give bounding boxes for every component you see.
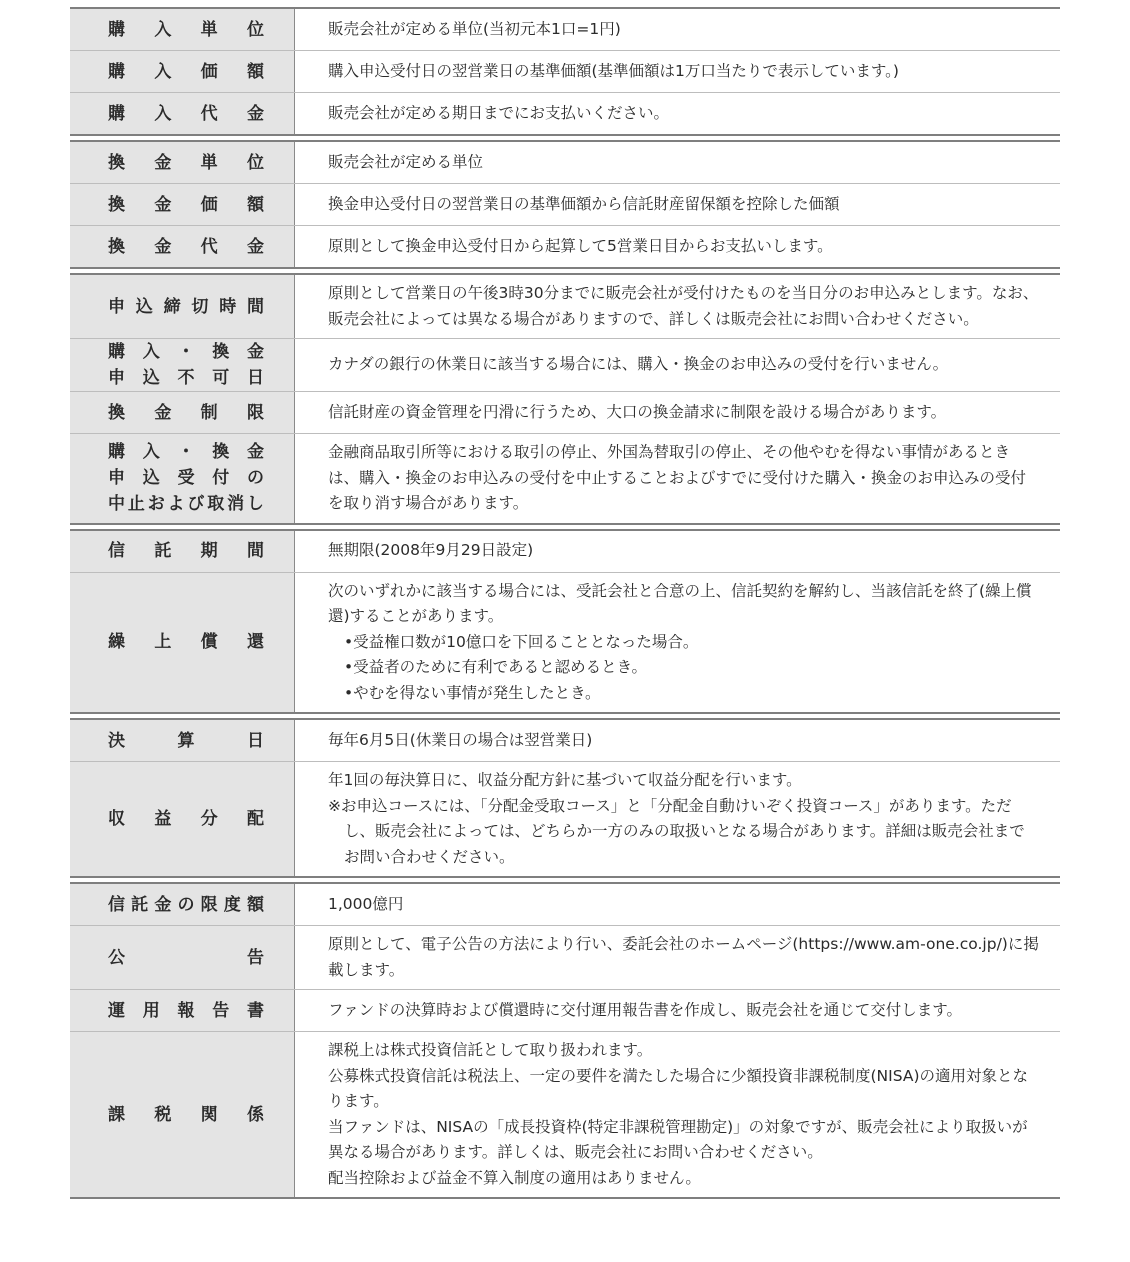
- row-value-text: •受益者のために有利であると認めるとき。: [344, 658, 648, 676]
- table-row: [70, 183, 1060, 225]
- row-label-cell: [70, 531, 295, 572]
- table-section: [70, 140, 1060, 269]
- row-value-cell: [295, 434, 1060, 523]
- row-label: 購 入 単 位: [108, 19, 264, 40]
- table-row: [70, 531, 1060, 572]
- row-value-cell: [295, 762, 1060, 876]
- row-value-text: カナダの銀行の休業日に該当する場合には、購入・換金のお申込みの受付を行いません。: [328, 355, 949, 374]
- row-value-cell: [295, 990, 1060, 1031]
- table-row: [70, 391, 1060, 433]
- row-label-cell: [70, 573, 295, 713]
- row-label: 購 入 価 額: [108, 61, 264, 82]
- row-value-cell: [295, 1032, 1060, 1197]
- row-value-text: 当ファンドは、NISAの「成長投資枠(特定非課税管理勘定)」の対象ですが、販売会社により取扱いが異なる場合があります。詳しくは、販売会社にお問い合わせください。: [328, 1117, 1028, 1161]
- fund-terms-table: [70, 7, 1060, 1199]
- row-value-text: 信託財産の資金管理を円滑に行うため、大口の換金請求に制限を設ける場合があります。: [328, 402, 947, 421]
- row-value-cell: [295, 142, 1060, 183]
- row-value-cell: [295, 392, 1060, 433]
- row-label-cell: [70, 720, 295, 761]
- table-row: [70, 884, 1060, 925]
- table-section: [70, 718, 1060, 878]
- row-label: 購 入 代 金: [108, 103, 264, 124]
- row-label: 換 金 価 額: [108, 194, 264, 215]
- row-value-text: 原則として営業日の午後3時30分までに販売会社が受付けたものを当日分のお申込みとします。なお、販売会社によっては異なる場合がありますので、詳しくは販売会社にお問い合わせください。: [328, 284, 1039, 328]
- row-value-text: 次のいずれかに該当する場合には、受託会社と合意の上、信託契約を解約し、当該信託を終了(繰上償還)することがあります。: [328, 581, 1032, 625]
- row-value-text: •やむを得ない事情が発生したとき。: [344, 683, 601, 702]
- row-value-cell: [295, 531, 1060, 572]
- table-row: [70, 1031, 1060, 1197]
- row-label-cell: [70, 275, 295, 338]
- row-label-cell: [70, 226, 295, 267]
- row-label: 信 託 金 の 限 度 額: [108, 894, 264, 915]
- row-label-cell: [70, 884, 295, 925]
- row-value-cell: [295, 884, 1060, 925]
- row-value-text: 毎年6月5日(休業日の場合は翌営業日): [328, 730, 593, 749]
- row-value-text: 課税上は株式投資信託として取り扱われます。: [328, 1041, 653, 1059]
- row-value-text: 金融商品取引所等における取引の停止、外国為替取引の停止、その他やむを得ない事情があるときは、購入・換金のお申込みの受付を中止することおよびすでに受付けた購入・換金のお申込みの受付を取り消す場合があります。: [328, 443, 1026, 512]
- row-value-cell: [295, 51, 1060, 92]
- row-value-cell: [295, 720, 1060, 761]
- row-value-text: 公募株式投資信託は税法上、一定の要件を満たした場合に少額投資非課税制度(NISA)の適用対象となります。: [328, 1066, 1028, 1110]
- row-label: 信 託 期 間: [108, 541, 264, 561]
- row-value-text: 無期限(2008年9月29日設定): [328, 541, 534, 560]
- table-row: [70, 572, 1060, 713]
- row-label: 中 止 お よ び 取 消 し: [108, 494, 264, 515]
- table-row: [70, 92, 1060, 134]
- row-label: 申 込 受 付 の: [108, 468, 264, 489]
- row-value-cell: [295, 926, 1060, 989]
- table-row: [70, 50, 1060, 92]
- row-label: 運 用 報 告 書: [108, 1000, 264, 1021]
- row-label-cell: [70, 93, 295, 134]
- row-label-cell: [70, 339, 295, 391]
- row-label: 購 入 ・ 換 金: [108, 442, 264, 463]
- row-value-text: 販売会社が定める単位(当初元本1口=1円): [328, 19, 621, 38]
- table-section: [70, 882, 1060, 1199]
- row-value-cell: [295, 93, 1060, 134]
- row-label-cell: [70, 434, 295, 523]
- row-value-text: ※お申込コースには、「分配金受取コース」と「分配金自動けいぞく投資コース」があります。ただし、販売会社によっては、どちらか一方のみの取扱いとなる場合があります。詳細は販売会社までお問い合わせください。: [328, 796, 1025, 866]
- row-label: 換 金 単 位: [108, 152, 264, 173]
- table-section: [70, 273, 1060, 525]
- table-row: [70, 720, 1060, 761]
- table-row: [70, 225, 1060, 267]
- row-value-cell: [295, 339, 1060, 391]
- table-row: [70, 9, 1060, 50]
- row-label-cell: [70, 9, 295, 50]
- table-section: [70, 529, 1060, 715]
- table-row: [70, 142, 1060, 183]
- row-label-cell: [70, 51, 295, 92]
- table-row: [70, 761, 1060, 876]
- row-label: 換 金 代 金: [108, 236, 264, 257]
- row-label-cell: [70, 762, 295, 876]
- row-value-text: ファンドの決算時および償還時に交付運用報告書を作成し、販売会社を通じて交付します。: [328, 1000, 962, 1019]
- row-value-text: 原則として、電子公告の方法により行い、委託会社のホームページ(https://www.am-one.co.jp/)に掲載します。: [328, 935, 1039, 979]
- row-label-cell: [70, 1032, 295, 1197]
- row-value-cell: [295, 9, 1060, 50]
- row-label: 繰 上 償 還: [108, 632, 264, 653]
- row-value-text: 1,000億円: [328, 894, 404, 913]
- row-label-cell: [70, 926, 295, 989]
- row-value-text: 販売会社が定める期日までにお支払いください。: [328, 103, 670, 122]
- table-row: [70, 989, 1060, 1031]
- table-row: [70, 338, 1060, 391]
- row-value-cell: [295, 184, 1060, 225]
- row-value-text: 購入申込受付日の翌営業日の基準価額(基準価額は1万口当たりで表示しています。): [328, 61, 899, 80]
- row-value-text: 原則として換金申込受付日から起算して5営業日目からお支払いします。: [328, 236, 833, 255]
- row-label: 換 金 制 限: [108, 402, 264, 423]
- table-row: [70, 275, 1060, 338]
- table-row: [70, 925, 1060, 989]
- row-label-cell: [70, 392, 295, 433]
- row-label: 申 込 不 可 日: [108, 368, 264, 388]
- row-value-cell: [295, 226, 1060, 267]
- row-label: 購 入 ・ 換 金: [108, 342, 264, 362]
- row-label: 課 税 関 係: [108, 1104, 264, 1125]
- table-section: [70, 7, 1060, 136]
- row-label: 申 込 締 切 時 間: [108, 296, 264, 317]
- row-value-text: •受益権口数が10億口を下回ることとなった場合。: [344, 632, 699, 651]
- row-label-cell: [70, 184, 295, 225]
- row-value-cell: [295, 573, 1060, 713]
- row-label-cell: [70, 990, 295, 1031]
- row-value-text: 配当控除および益金不算入制度の適用はありません。: [328, 1168, 701, 1187]
- row-value-cell: [295, 275, 1060, 338]
- row-label: 収 益 分 配: [108, 809, 264, 829]
- row-label: 決 算 日: [108, 730, 264, 751]
- row-label: 公 告: [108, 947, 264, 968]
- row-value-text: 年1回の毎決算日に、収益分配方針に基づいて収益分配を行います。: [328, 771, 802, 789]
- table-row: [70, 433, 1060, 523]
- row-value-text: 販売会社が定める単位: [328, 152, 484, 171]
- row-label-cell: [70, 142, 295, 183]
- row-value-text: 換金申込受付日の翌営業日の基準価額から信託財産留保額を控除した価額: [328, 194, 840, 213]
